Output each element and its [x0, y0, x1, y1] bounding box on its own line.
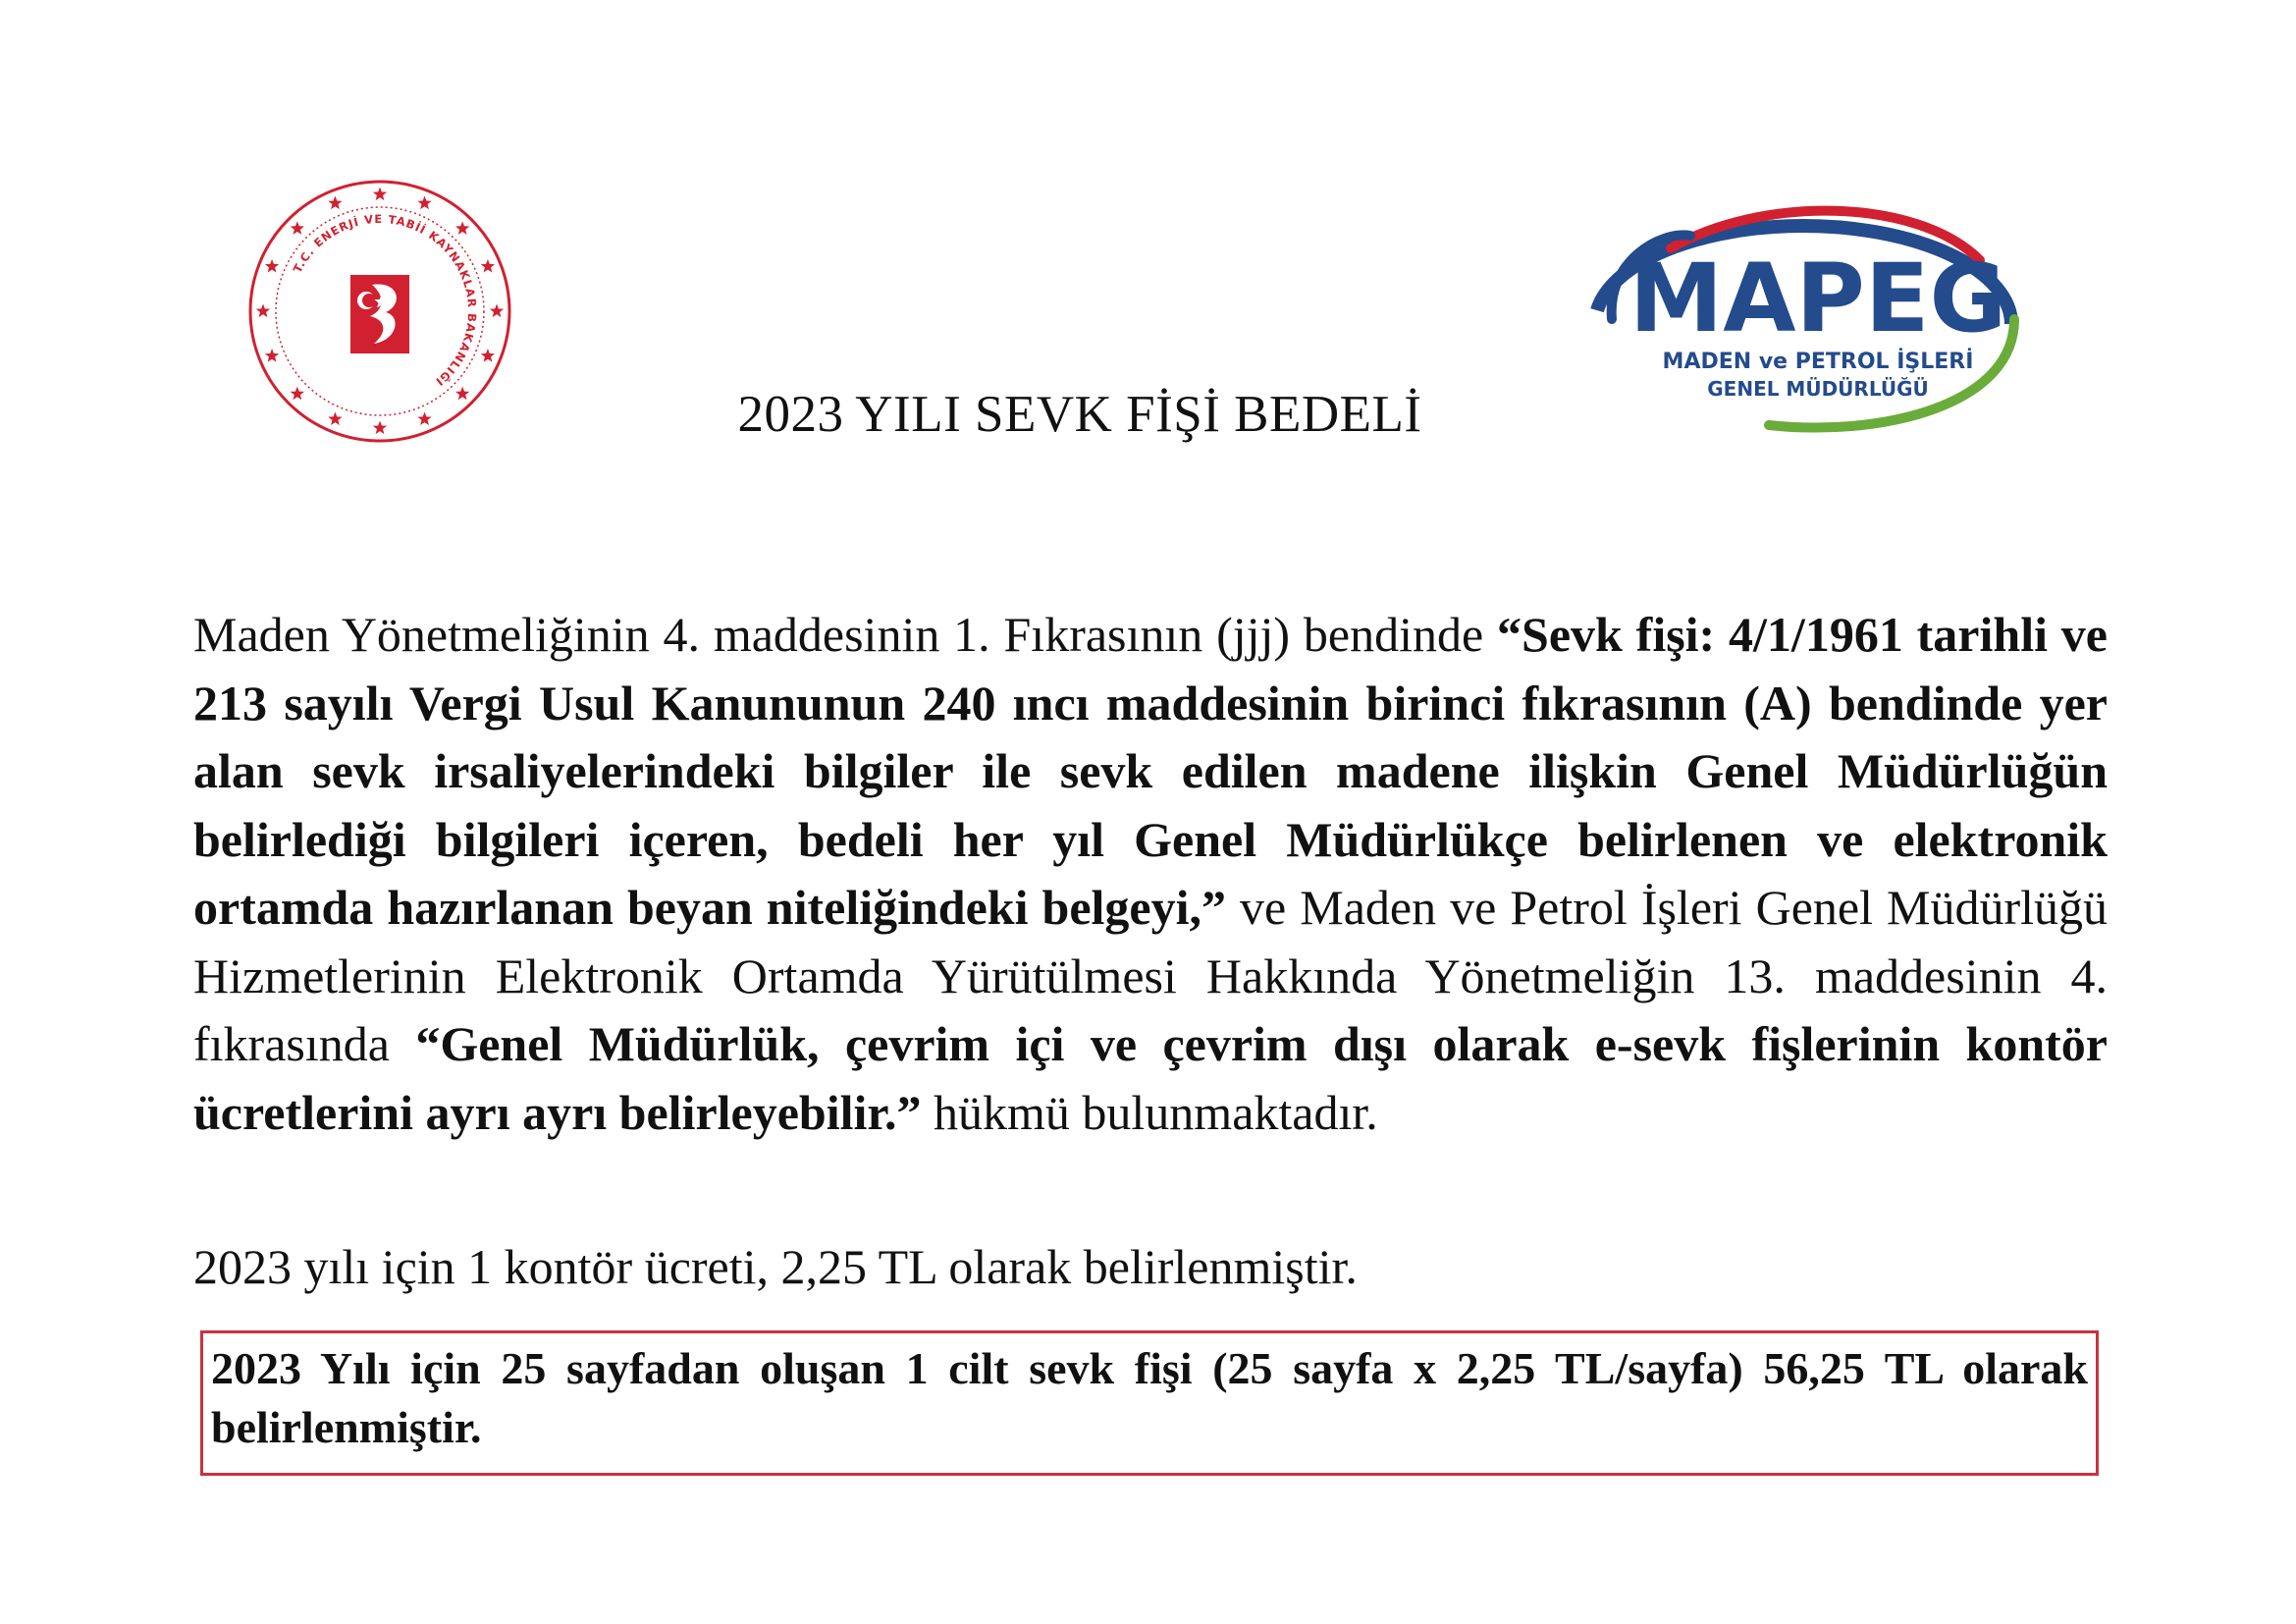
seal-star-icon [328, 196, 342, 210]
boxed-price-note: 2023 Yılı için 25 sayfadan oluşan 1 cilt sevk fişi (25 sayfa x 2,25 TL/sayfa) 56,25 TL olarak belirlenmiştir. [200, 1330, 2099, 1476]
seal-star-icon [490, 304, 504, 318]
paragraph-text-1: Maden Yönetmeliğinin 4. maddesinin 1. Fıkrasının (jjj) bendinde [193, 607, 1498, 662]
paragraph-text-2: ve Maden ve Petrol İşleri Genel Müdürlüğü Hizmetlerinin Elektronik Ortamda Yürütülmesi Hakkında Yönetmeliğin 13. maddesinin 4. fıkrasında [193, 880, 2108, 1071]
seal-ring-text: T.C. ENERJİ VE TABİİ KAYNAKLAR BAKANLIĞI [290, 211, 480, 390]
seal-star-icon [481, 259, 495, 273]
kontor-fee-statement: 2023 yılı için 1 kontör ücreti, 2,25 TL olarak belirlenmiştir. [193, 1239, 1358, 1294]
quote-kontor-fees: “Genel Müdürlük, çevrim içi ve çevrim dışı olarak e-sevk fişlerinin kontör ücretlerini ayrı ayrı belirleyebilir.” [193, 1016, 2108, 1140]
seal-star-icon [256, 304, 270, 318]
seal-star-icon [291, 221, 304, 235]
paragraph-text-3: hükmü bulunmaktadır. [921, 1084, 1378, 1140]
mapeg-subtitle-line1: MADEN ve PETROL İŞLERİ [1662, 350, 1974, 374]
seal-star-icon [373, 188, 387, 201]
mapeg-wordmark: MAPEG [1629, 244, 2007, 353]
page-title-text: 2023 YILI SEVK FİŞİ BEDELİ [737, 386, 1422, 443]
page-title [0, 385, 2160, 444]
seal-star-icon [481, 349, 495, 362]
seal-star-icon [455, 221, 469, 235]
seal-star-icon [417, 196, 431, 210]
mapeg-subtitle-line2: GENEL MÜDÜRLÜĞÜ [1707, 377, 1929, 401]
seal-star-icon [265, 349, 279, 362]
regulation-paragraph [193, 601, 2108, 1147]
quote-sevk-fisi-definition: “Sevk fişi: 4/1/1961 tarihli ve 213 sayılı Vergi Usul Kanununun 240 ıncı maddesinin birinci fıkrasının (A) bendinde yer alan sevk irsaliyelerindeki bilgiler ile sevk edilen madene ilişkin Genel Müdürlüğün belirlediği bilgileri içeren, bedeli her yıl Genel Müdürlükçe belirlenen ve elektronik ortamda hazırlanan beyan niteliğindeki belgeyi,” [193, 607, 2108, 935]
seal-star-icon [265, 259, 279, 273]
